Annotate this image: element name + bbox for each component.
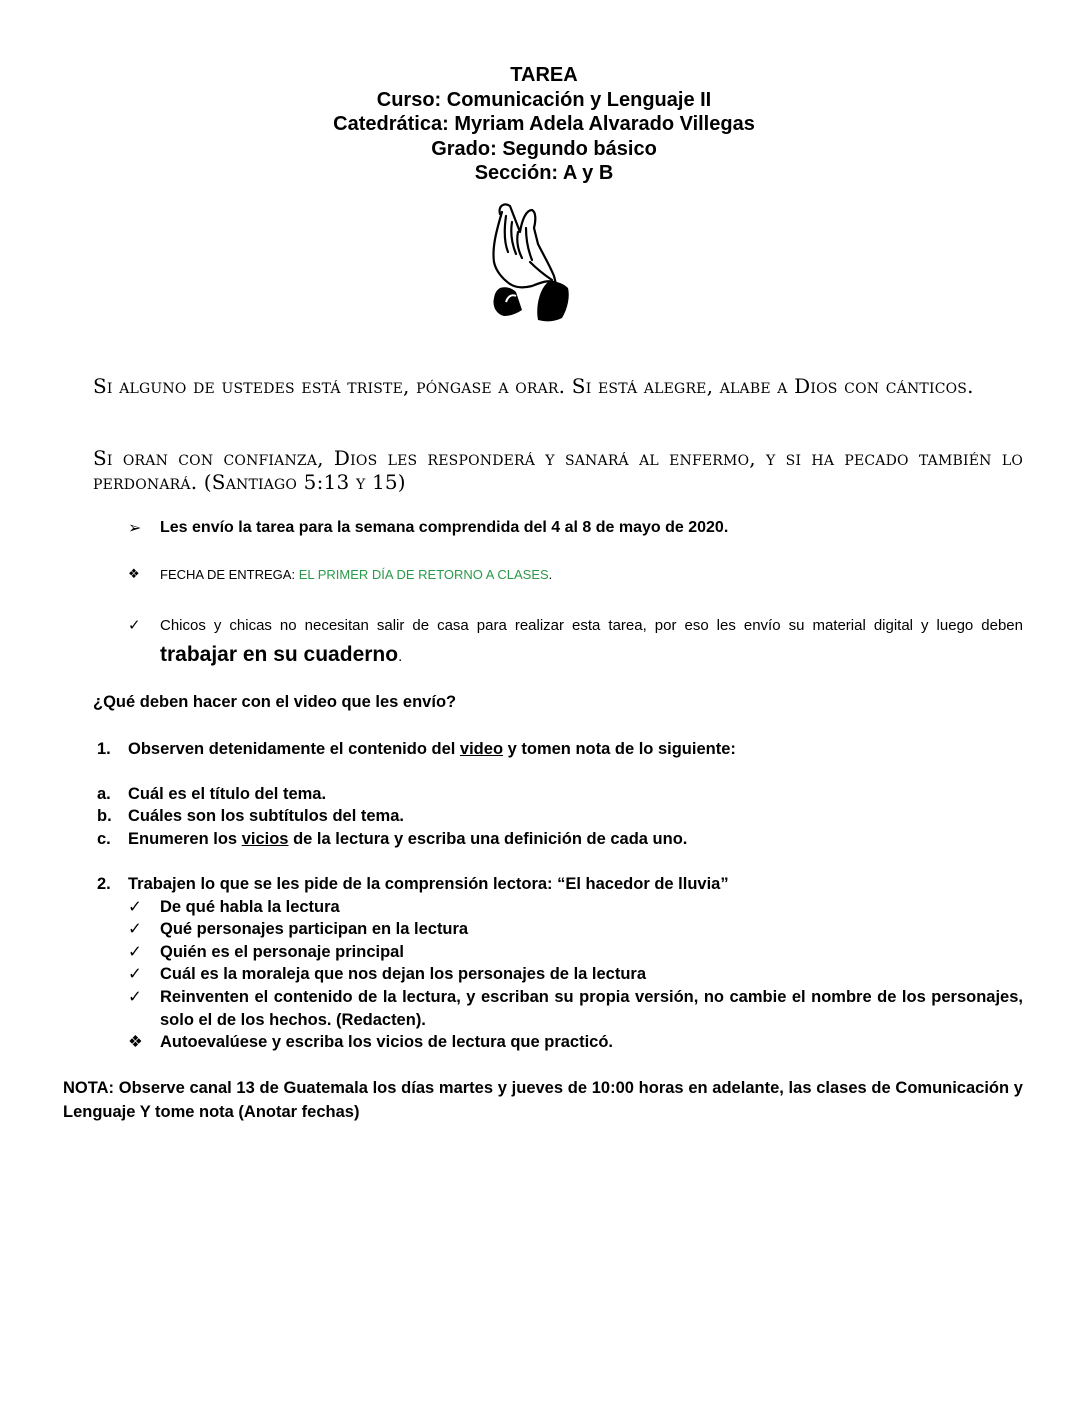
instructions-text: Chicos y chicas no necesitan salir de casa para realizar esta tarea, por eso les envío su material digital y luego deben <box>160 617 1023 634</box>
checkmark-icon: ✓ <box>128 616 141 634</box>
checkmark-icon: ✓ <box>128 919 142 938</box>
due-date-value: EL PRIMER DÍA DE RETORNO A CLASES <box>298 567 549 582</box>
checkmark-icon: ✓ <box>128 942 142 961</box>
step-number: 1. <box>97 740 111 758</box>
instructions-emphasis: trabajar en su cuaderno <box>160 643 399 666</box>
arrow-bullet-icon: ➢ <box>128 518 142 537</box>
page-title: TAREA <box>510 64 578 86</box>
bible-verse-paragraph-2: Si oran con confianza, Dios les responderá y sanará al enfermo, y si ha pecado también lo perdonará. (Santiago 5:13 y 15) <box>93 446 1023 494</box>
video-question: ¿Qué deben hacer con el video que les envío? <box>93 693 457 711</box>
note-paragraph: NOTA: Observe canal 13 de Guatemala los días martes y jueves de 10:00 horas en adelante, las clases de Comunicación y Lenguaje Y tome nota (Anotar fechas) <box>63 1079 1023 1121</box>
due-date-label: FECHA DE ENTREGA: <box>160 567 299 582</box>
bullet-text: Les envío la tarea para la semana comprendida del 4 al 8 de mayo de 2020. <box>160 519 729 536</box>
vicios-word: vicios <box>241 830 289 848</box>
grade-line: Grado: Segundo básico <box>431 137 657 160</box>
checkmark-icon: ✓ <box>128 897 142 916</box>
step-number: 2. <box>97 875 111 893</box>
course-line: Curso: Comunicación y Lenguaje II <box>376 88 712 111</box>
diamond-bullet-icon: ❖ <box>128 1032 143 1051</box>
diamond-bullet-icon: ❖ <box>128 567 140 582</box>
checkmark-icon: ✓ <box>128 987 142 1006</box>
header-block <box>0 63 1088 186</box>
video-word: video <box>459 740 504 758</box>
praying-hands-icon <box>486 192 578 328</box>
checkmark-icon: ✓ <box>128 964 142 983</box>
section-line: Sección: A y B <box>474 162 614 185</box>
bible-verse-paragraph-1: Si alguno de ustedes está triste, póngase a orar. Si está alegre, alabe a Dios con cánticos. <box>93 374 974 398</box>
document-page: TAREA Curso: Comunicación y Lenguaje II Catedrática: Myriam Adela Alvarado Villegas Grado: Segundo básico Sección: A y B Si alguno de ustedes está triste, póngase a orar. Si está alegre, alabe a Dios con cánticos. Si oran con confianza, Dios les responderá y sanará al enfermo, y si ha pecado también lo perdonará. (Santiago 5:13 y 15) ➢ Les envío la tarea para la semana comprendida del 4 al 8 de mayo de 2020. ❖ FECHA DE ENTREGA: EL PRIMER DÍA DE RETORNO A CLASES. ✓ Chicos y chicas no necesitan salir de casa para realizar esta tarea, por eso les envío su material digital y luego deben trabajar en su cuaderno. ¿Qué deben hacer con el video que les envío? 1. Observen detenidamente el contenido del video y tomen nota de lo siguiente: a. Cuál es el título del tema. b. Cuáles son los subtítulos del tema. c. Enumeren los vicios de la lectura y escriba una definición de cada uno. 2. Trabajen lo que se les pide de la comprensión lectora: “El hacedor de lluvia” ✓ De qué habla la lectura ✓ Qué personajes participan en la lectura ✓ Quién es el personaje principal ✓ Cuál es la moraleja que nos dejan los personajes de la lectura ✓ Reinventen el contenido de la lectura, y escriban su propia versión, no cambie el nombre de los personajes, solo el de los hechos. (Redacten). ❖ Autoevalúese y escriba los vicios de lectura que practicó. NOTA: Observe canal 13 de Guatemala los días martes y jueves de 10:00 horas en adelante, las clases de Comunicación y Lenguaje Y tome nota (Anotar fechas) <box>0 0 1088 1408</box>
teacher-line: Catedrática: Myriam Adela Alvarado Villegas <box>333 113 755 136</box>
